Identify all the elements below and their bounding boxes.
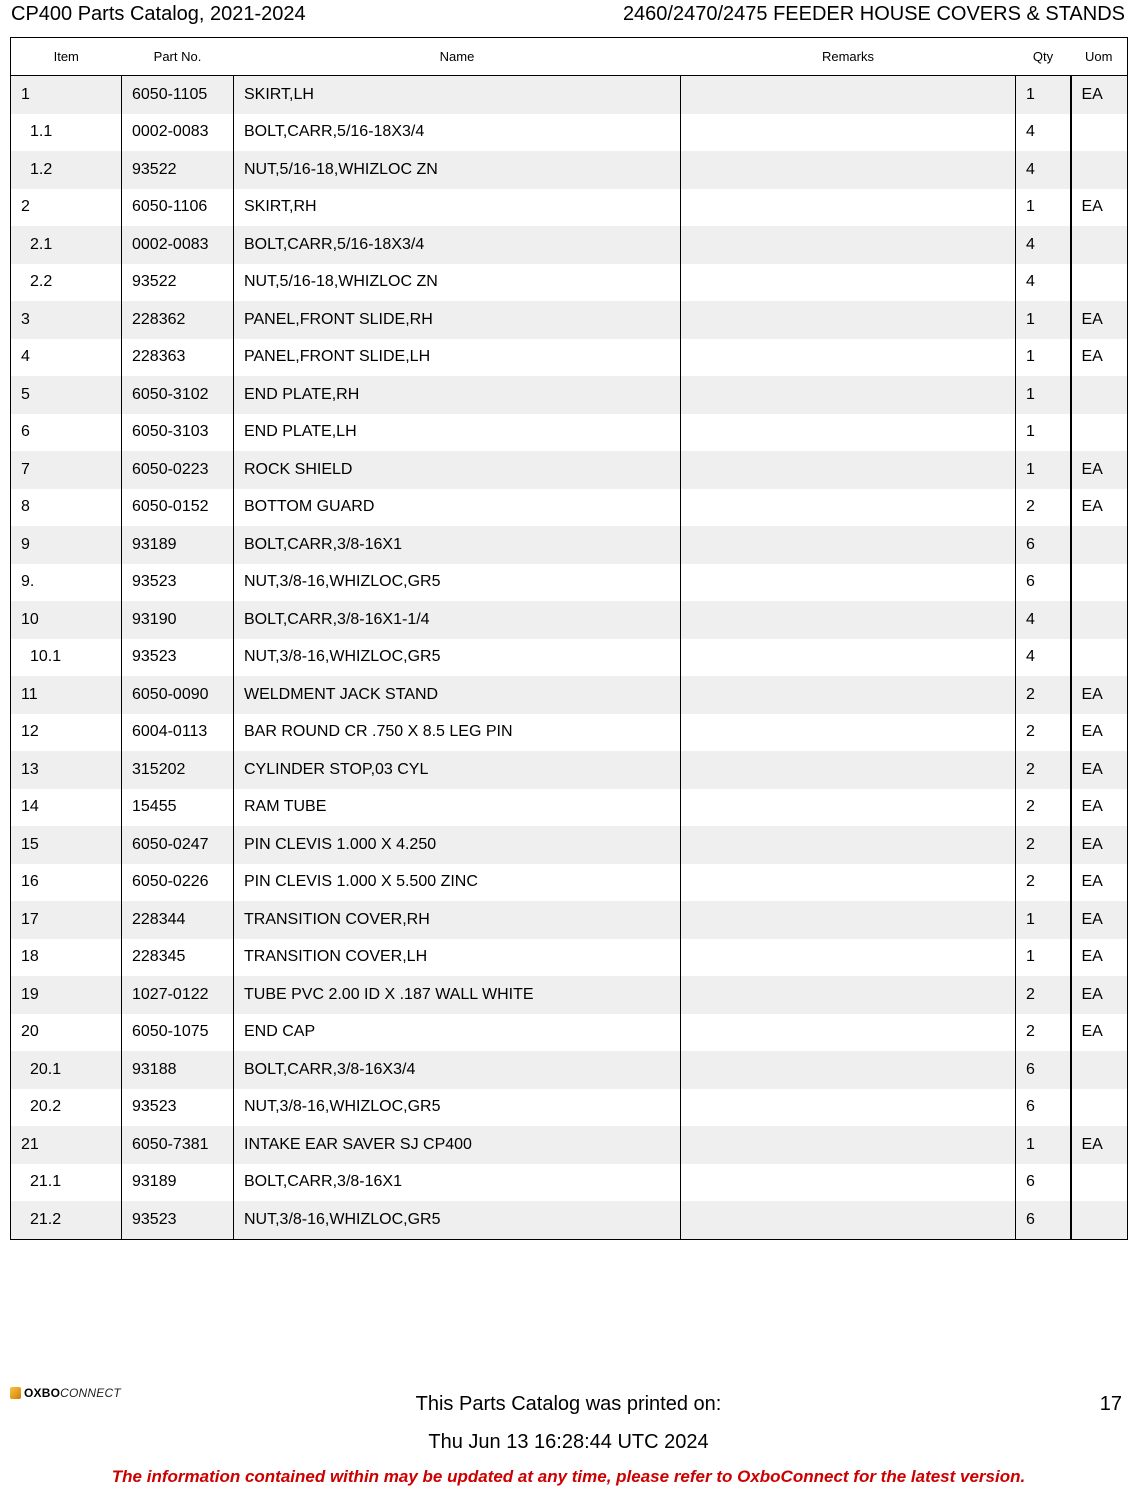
cell-item: 21 [11, 1126, 122, 1164]
table-row [11, 489, 1128, 527]
cell-item: 2.2 [11, 264, 122, 302]
cell-remarks [681, 114, 1016, 152]
cell-part-no: 0002-0083 [122, 226, 234, 264]
cell-uom [1071, 1164, 1128, 1202]
cell-uom: EA [1071, 751, 1128, 789]
cell-name: CYLINDER STOP,03 CYL [234, 751, 681, 789]
cell-uom: EA [1071, 339, 1128, 377]
column-header-qty: Qty [1016, 38, 1071, 76]
cell-name: INTAKE EAR SAVER SJ CP400 [234, 1126, 681, 1164]
cell-remarks [681, 189, 1016, 227]
cell-qty: 6 [1016, 526, 1071, 564]
cell-qty: 1 [1016, 189, 1071, 227]
cell-name: SKIRT,LH [234, 76, 681, 114]
cell-uom: EA [1071, 676, 1128, 714]
cell-part-no: 93522 [122, 151, 234, 189]
table-row [11, 76, 1128, 114]
cell-item: 5 [11, 376, 122, 414]
cell-part-no: 6050-0152 [122, 489, 234, 527]
table-row [11, 114, 1128, 152]
cell-qty: 6 [1016, 1164, 1071, 1202]
cell-remarks [681, 151, 1016, 189]
cell-qty: 6 [1016, 1089, 1071, 1127]
table-row [11, 976, 1128, 1014]
cell-name: RAM TUBE [234, 789, 681, 827]
cell-part-no: 1027-0122 [122, 976, 234, 1014]
cell-part-no: 228362 [122, 301, 234, 339]
column-header-part-no: Part No. [122, 38, 234, 76]
table-header-row [11, 38, 1128, 76]
cell-name: NUT,3/8-16,WHIZLOC,GR5 [234, 639, 681, 677]
cell-uom [1071, 526, 1128, 564]
cell-part-no: 93190 [122, 601, 234, 639]
cell-item: 8 [11, 489, 122, 527]
disclaimer-text: The information contained within may be updated at any time, please refer to OxboConnect for the latest version. [111, 1467, 1026, 1486]
cell-item: 4 [11, 339, 122, 377]
cell-part-no: 6004-0113 [122, 714, 234, 752]
column-header-remarks: Remarks [681, 38, 1016, 76]
cell-uom [1071, 226, 1128, 264]
cell-remarks [681, 1014, 1016, 1052]
cell-part-no: 6050-7381 [122, 1126, 234, 1164]
cell-qty: 4 [1016, 601, 1071, 639]
cell-part-no: 6050-3102 [122, 376, 234, 414]
cell-uom [1071, 1201, 1128, 1239]
cell-name: ROCK SHIELD [234, 451, 681, 489]
cell-remarks [681, 939, 1016, 977]
cell-item: 17 [11, 901, 122, 939]
cell-part-no: 6050-0226 [122, 864, 234, 902]
cell-remarks [681, 1164, 1016, 1202]
table-row [11, 301, 1128, 339]
cell-name: SKIRT,RH [234, 189, 681, 227]
cell-qty: 6 [1016, 1201, 1071, 1239]
cell-uom: EA [1071, 976, 1128, 1014]
cell-qty: 2 [1016, 789, 1071, 827]
cell-part-no: 93523 [122, 1201, 234, 1239]
cell-part-no: 6050-3103 [122, 414, 234, 452]
cell-uom [1071, 151, 1128, 189]
cell-name: NUT,3/8-16,WHIZLOC,GR5 [234, 1089, 681, 1127]
cell-part-no: 93522 [122, 264, 234, 302]
cell-qty: 1 [1016, 1126, 1071, 1164]
cell-name: BOLT,CARR,5/16-18X3/4 [234, 226, 681, 264]
cell-name: NUT,5/16-18,WHIZLOC ZN [234, 264, 681, 302]
logo-text-bold: OXBO [24, 1386, 61, 1400]
column-header-item: Item [11, 38, 122, 76]
cell-part-no: 93188 [122, 1051, 234, 1089]
cell-part-no: 0002-0083 [122, 114, 234, 152]
cell-remarks [681, 1051, 1016, 1089]
cell-item: 18 [11, 939, 122, 977]
cell-remarks [681, 1201, 1016, 1239]
cell-item: 21.1 [11, 1164, 122, 1202]
catalog-title: CP400 Parts Catalog, 2021-2024 [11, 2, 306, 25]
table-row [11, 226, 1128, 264]
cell-name: BOLT,CARR,3/8-16X1-1/4 [234, 601, 681, 639]
cell-name: END PLATE,LH [234, 414, 681, 452]
cell-name: PANEL,FRONT SLIDE,RH [234, 301, 681, 339]
cell-item: 20.2 [11, 1089, 122, 1127]
cell-qty: 1 [1016, 76, 1071, 114]
cell-item: 9 [11, 526, 122, 564]
cell-remarks [681, 639, 1016, 677]
table-row [11, 151, 1128, 189]
cell-part-no: 6050-0090 [122, 676, 234, 714]
cell-remarks [681, 451, 1016, 489]
cell-part-no: 93523 [122, 564, 234, 602]
cell-remarks [681, 76, 1016, 114]
cell-item: 3 [11, 301, 122, 339]
cell-name: PIN CLEVIS 1.000 X 4.250 [234, 826, 681, 864]
table-row [11, 1089, 1128, 1127]
cell-name: BAR ROUND CR .750 X 8.5 LEG PIN [234, 714, 681, 752]
cell-item: 19 [11, 976, 122, 1014]
cell-name: BOLT,CARR,3/8-16X1 [234, 1164, 681, 1202]
cell-remarks [681, 489, 1016, 527]
cell-name: BOLT,CARR,3/8-16X3/4 [234, 1051, 681, 1089]
cell-part-no: 93189 [122, 1164, 234, 1202]
cell-part-no: 6050-1105 [122, 76, 234, 114]
cell-remarks [681, 301, 1016, 339]
table-row [11, 339, 1128, 377]
cell-remarks [681, 601, 1016, 639]
cell-item: 13 [11, 751, 122, 789]
cell-remarks [681, 526, 1016, 564]
cell-part-no: 228345 [122, 939, 234, 977]
parts-table-body [11, 76, 1128, 1240]
cell-qty: 4 [1016, 151, 1071, 189]
cell-uom: EA [1071, 301, 1128, 339]
cell-part-no: 6050-1075 [122, 1014, 234, 1052]
cell-qty: 2 [1016, 864, 1071, 902]
cell-item: 1.1 [11, 114, 122, 152]
printed-on-label: This Parts Catalog was printed on: [415, 1393, 722, 1415]
cell-uom: EA [1071, 714, 1128, 752]
cell-qty: 2 [1016, 1014, 1071, 1052]
cell-qty: 2 [1016, 714, 1071, 752]
cell-remarks [681, 789, 1016, 827]
cell-item: 15 [11, 826, 122, 864]
table-row [11, 526, 1128, 564]
column-header-name: Name [234, 38, 681, 76]
cell-item: 9. [11, 564, 122, 602]
cell-qty: 2 [1016, 751, 1071, 789]
parts-table [10, 37, 1128, 1240]
table-row [11, 676, 1128, 714]
cell-name: TRANSITION COVER,RH [234, 901, 681, 939]
cell-item: 6 [11, 414, 122, 452]
cell-item: 1.2 [11, 151, 122, 189]
cell-remarks [681, 414, 1016, 452]
cell-qty: 1 [1016, 451, 1071, 489]
cell-item: 2 [11, 189, 122, 227]
cell-item: 10.1 [11, 639, 122, 677]
cell-item: 21.2 [11, 1201, 122, 1239]
cell-qty: 6 [1016, 1051, 1071, 1089]
cell-uom [1071, 376, 1128, 414]
table-row [11, 901, 1128, 939]
cell-uom: EA [1071, 901, 1128, 939]
cell-uom [1071, 639, 1128, 677]
cell-remarks [681, 339, 1016, 377]
cell-remarks [681, 376, 1016, 414]
cell-remarks [681, 826, 1016, 864]
cell-name: BOTTOM GUARD [234, 489, 681, 527]
cell-remarks [681, 226, 1016, 264]
table-row [11, 1126, 1128, 1164]
cell-item: 1 [11, 76, 122, 114]
cell-part-no: 315202 [122, 751, 234, 789]
cell-qty: 1 [1016, 376, 1071, 414]
cell-name: END CAP [234, 1014, 681, 1052]
table-row [11, 1201, 1128, 1239]
page-number: 17 [1099, 1393, 1122, 1415]
logo-text-light: CONNECT [60, 1386, 121, 1400]
cell-name: NUT,3/8-16,WHIZLOC,GR5 [234, 1201, 681, 1239]
cell-part-no: 93523 [122, 1089, 234, 1127]
cell-qty: 4 [1016, 264, 1071, 302]
cell-part-no: 15455 [122, 789, 234, 827]
table-row [11, 1051, 1128, 1089]
cell-uom [1071, 114, 1128, 152]
cell-name: PANEL,FRONT SLIDE,LH [234, 339, 681, 377]
cell-part-no: 6050-1106 [122, 189, 234, 227]
cell-item: 16 [11, 864, 122, 902]
cell-uom: EA [1071, 1126, 1128, 1164]
cell-item: 12 [11, 714, 122, 752]
table-row [11, 376, 1128, 414]
cell-item: 10 [11, 601, 122, 639]
table-row [11, 601, 1128, 639]
cell-qty: 1 [1016, 301, 1071, 339]
cell-uom [1071, 264, 1128, 302]
cell-item: 14 [11, 789, 122, 827]
cell-uom [1071, 1051, 1128, 1089]
cell-uom: EA [1071, 489, 1128, 527]
cell-remarks [681, 976, 1016, 1014]
cell-qty: 2 [1016, 489, 1071, 527]
table-row [11, 789, 1128, 827]
cell-remarks [681, 564, 1016, 602]
cell-part-no: 228344 [122, 901, 234, 939]
cell-remarks [681, 676, 1016, 714]
cell-name: BOLT,CARR,3/8-16X1 [234, 526, 681, 564]
cell-remarks [681, 1126, 1016, 1164]
cell-part-no: 93523 [122, 639, 234, 677]
table-row [11, 639, 1128, 677]
cell-uom [1071, 564, 1128, 602]
cell-part-no: 6050-0247 [122, 826, 234, 864]
cell-uom: EA [1071, 789, 1128, 827]
cell-part-no: 228363 [122, 339, 234, 377]
cell-uom: EA [1071, 76, 1128, 114]
page-header [11, 0, 1125, 28]
table-row [11, 864, 1128, 902]
cell-uom [1071, 601, 1128, 639]
cell-remarks [681, 714, 1016, 752]
cell-uom: EA [1071, 189, 1128, 227]
cell-item: 11 [11, 676, 122, 714]
cell-uom [1071, 414, 1128, 452]
cell-qty: 2 [1016, 826, 1071, 864]
table-row [11, 1164, 1128, 1202]
cell-qty: 4 [1016, 226, 1071, 264]
table-row [11, 939, 1128, 977]
cell-remarks [681, 751, 1016, 789]
cell-item: 2.1 [11, 226, 122, 264]
cell-item: 7 [11, 451, 122, 489]
cell-uom: EA [1071, 864, 1128, 902]
table-row [11, 714, 1128, 752]
column-header-uom: Uom [1071, 38, 1128, 76]
table-row [11, 264, 1128, 302]
cell-name: TRANSITION COVER,LH [234, 939, 681, 977]
cell-qty: 2 [1016, 976, 1071, 1014]
section-title: 2460/2470/2475 FEEDER HOUSE COVERS & STANDS [622, 2, 1125, 25]
cell-remarks [681, 901, 1016, 939]
cell-name: TUBE PVC 2.00 ID X .187 WALL WHITE [234, 976, 681, 1014]
cell-qty: 1 [1016, 901, 1071, 939]
cell-part-no: 93189 [122, 526, 234, 564]
cell-name: END PLATE,RH [234, 376, 681, 414]
table-row [11, 1014, 1128, 1052]
table-row [11, 414, 1128, 452]
cell-uom: EA [1071, 451, 1128, 489]
cell-uom: EA [1071, 939, 1128, 977]
cell-name: NUT,3/8-16,WHIZLOC,GR5 [234, 564, 681, 602]
cell-uom: EA [1071, 826, 1128, 864]
cell-uom [1071, 1089, 1128, 1127]
cell-qty: 4 [1016, 639, 1071, 677]
table-row [11, 826, 1128, 864]
cell-remarks [681, 864, 1016, 902]
cell-item: 20 [11, 1014, 122, 1052]
cell-qty: 1 [1016, 339, 1071, 377]
cell-item: 20.1 [11, 1051, 122, 1089]
cell-uom: EA [1071, 1014, 1128, 1052]
table-row [11, 564, 1128, 602]
cell-remarks [681, 1089, 1016, 1127]
cell-part-no: 6050-0223 [122, 451, 234, 489]
cell-qty: 4 [1016, 114, 1071, 152]
cell-name: WELDMENT JACK STAND [234, 676, 681, 714]
cell-name: BOLT,CARR,5/16-18X3/4 [234, 114, 681, 152]
cell-name: PIN CLEVIS 1.000 X 5.500 ZINC [234, 864, 681, 902]
table-row [11, 451, 1128, 489]
cell-qty: 1 [1016, 414, 1071, 452]
cell-qty: 1 [1016, 939, 1071, 977]
table-row [11, 189, 1128, 227]
cell-qty: 2 [1016, 676, 1071, 714]
printed-date: Thu Jun 13 16:28:44 UTC 2024 [428, 1431, 709, 1453]
cell-qty: 6 [1016, 564, 1071, 602]
cell-name: NUT,5/16-18,WHIZLOC ZN [234, 151, 681, 189]
cell-remarks [681, 264, 1016, 302]
table-row [11, 751, 1128, 789]
